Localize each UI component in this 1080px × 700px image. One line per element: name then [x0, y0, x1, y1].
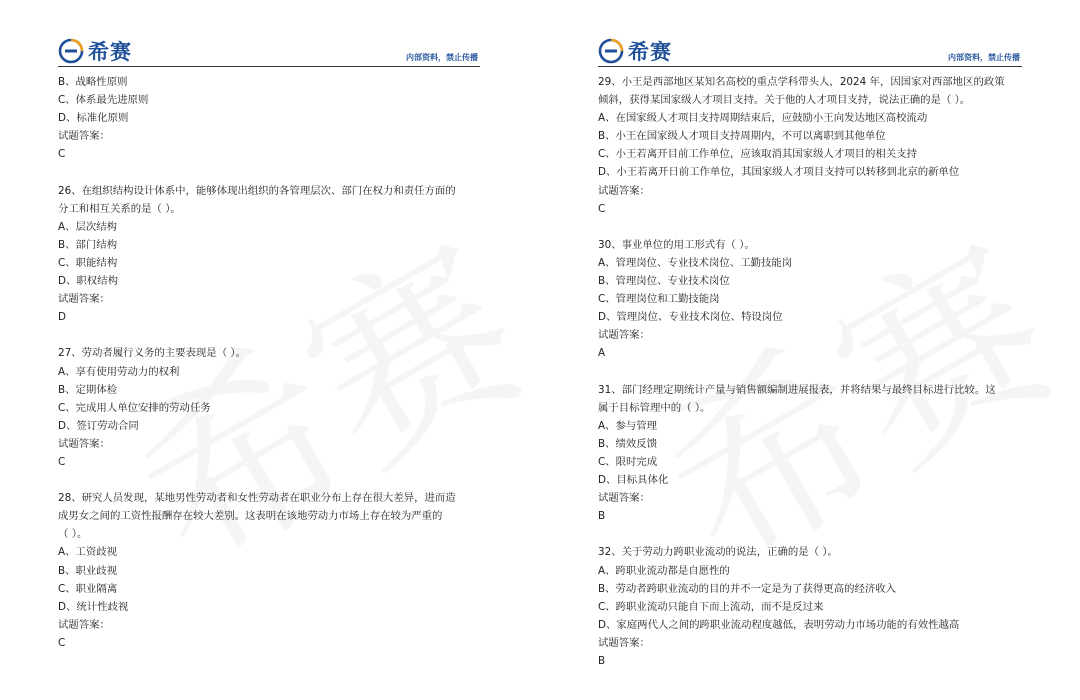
text-line: 分工和相互关系的是（ ）。 — [58, 202, 181, 215]
answer-option: C、管理岗位和工勤技能岗 — [598, 293, 720, 306]
answer-option: C、小王若离开目前工作单位，应该取消其国家级人才项目的相关支持 — [598, 148, 917, 161]
brand-name: 希赛 — [628, 40, 672, 64]
blank-line — [598, 525, 1034, 543]
answer-label: 试题答案： — [58, 618, 110, 631]
confidential-notice: 内部资料，禁止传播 — [948, 53, 1020, 62]
answer-option: A、参与管理 — [598, 419, 658, 432]
answer-value: B — [598, 510, 606, 523]
answer-value: C — [58, 148, 66, 161]
answer-option: A、享有使用劳动力的权利 — [58, 365, 180, 378]
text-line: 倾斜，获得某国家级人才项目支持。关于他的人才项目支持，说法正确的是（ ）。 — [598, 94, 971, 107]
right-page — [540, 0, 1080, 700]
answer-option: C、职业隔离 — [58, 582, 118, 595]
brand-name: 希赛 — [88, 40, 132, 64]
answer-label: 试题答案： — [598, 636, 650, 649]
answer-option: B、管理岗位、专业技术岗位 — [598, 275, 730, 288]
answer-option: D、标准化原则 — [58, 112, 129, 125]
brand-logo — [58, 38, 132, 64]
text-line: （ ）。 — [58, 528, 88, 541]
answer-option: C、体系最先进原则 — [58, 94, 149, 107]
question-stem: 27、劳动者履行义务的主要表现是（ ）。 — [58, 347, 246, 360]
answer-option: C、完成用人单位安排的劳动任务 — [58, 401, 211, 414]
answer-option: D、管理岗位、专业技术岗位、特设岗位 — [598, 311, 783, 324]
answer-value: B — [598, 655, 606, 667]
answer-option: B、职业歧视 — [58, 564, 118, 577]
question-stem: 31、部门经理定期统计产量与销售额编制进展报表，并将结果与最终目标进行比较。这 — [598, 383, 996, 396]
answer-label: 试题答案： — [598, 492, 650, 505]
brand-logo — [598, 38, 672, 64]
answer-option: D、签订劳动合同 — [58, 419, 139, 432]
question-stem: 26、在组织结构设计体系中，能够体现出组织的各管理层次、部门在权力和责任方面的 — [58, 184, 456, 197]
answer-option: A、在国家级人才项目支持周期结束后，应鼓励小王向发达地区高校流动 — [598, 112, 928, 125]
answer-option: D、目标具体化 — [598, 474, 669, 487]
blank-line — [598, 363, 1034, 381]
answer-option: A、跨职业流动都是自愿性的 — [598, 564, 730, 577]
text-line: 成男女之间的工资性报酬存在较大差别。这表明在该地劳动力市场上存在较为严重的 — [58, 510, 443, 523]
answer-option: A、管理岗位、专业技术岗位、工勤技能岗 — [598, 256, 793, 269]
answer-option: C、跨职业流动只能自下而上流动，而不是反过来 — [598, 600, 824, 613]
blank-line — [58, 471, 488, 489]
answer-option: C、职能结构 — [58, 256, 118, 269]
answer-option: B、小王在国家级人才项目支持周期内，不可以离职到其他单位 — [598, 130, 886, 143]
answer-option: A、层次结构 — [58, 220, 118, 233]
answer-value: C — [598, 202, 606, 215]
answer-label: 试题答案： — [58, 130, 110, 143]
question-stem: 32、关于劳动力跨职业流动的说法，正确的是（ ）。 — [598, 546, 838, 559]
answer-value: C — [58, 636, 66, 649]
answer-option: D、小王若离开日前工作单位，其国家级人才项目支持可以转移到北京的新单位 — [598, 166, 960, 179]
answer-option: B、绩效反馈 — [598, 437, 658, 450]
logo-icon — [58, 38, 84, 64]
question-stem: 28、研究人员发现，某地男性劳动者和女性劳动者在职业分布上存在很大差异，进而造 — [58, 492, 456, 505]
answer-label: 试题答案： — [598, 329, 650, 342]
answer-value: D — [58, 311, 67, 324]
text-line: 属于目标管理中的（ ）。 — [598, 401, 711, 414]
logo-icon — [598, 38, 624, 64]
answer-option: D、家庭两代人之间的跨职业流动程度越低，表明劳动力市场功能的有效性越高 — [598, 618, 960, 631]
answer-option: A、工资歧视 — [58, 546, 118, 559]
question-content — [58, 73, 488, 652]
page-header — [598, 38, 1022, 67]
answer-option: B、战略性原则 — [58, 76, 128, 88]
answer-value: A — [598, 347, 606, 360]
answer-option: B、劳动者跨职业流动的目的并不一定是为了获得更高的经济收入 — [598, 582, 897, 595]
question-stem: 30、事业单位的用工形式有（ ）。 — [598, 238, 755, 251]
blank-line — [598, 218, 1034, 236]
answer-option: B、定期体检 — [58, 383, 118, 396]
answer-option: D、统计性歧视 — [58, 600, 129, 613]
answer-value: C — [58, 455, 66, 468]
answer-option: B、部门结构 — [58, 238, 118, 251]
answer-label: 试题答案： — [598, 184, 650, 197]
answer-option: C、限时完成 — [598, 455, 658, 468]
page-header — [58, 38, 480, 67]
answer-label: 试题答案： — [58, 293, 110, 306]
question-content — [598, 73, 1034, 670]
blank-line — [58, 326, 488, 344]
question-stem: 29、小王是西部地区某知名高校的重点学科带头人，2024 年，因国家对西部地区的政策 — [598, 76, 1005, 88]
answer-label: 试题答案： — [58, 437, 110, 450]
answer-option: D、职权结构 — [58, 275, 118, 288]
blank-line — [58, 163, 488, 181]
confidential-notice: 内部资料，禁止传播 — [406, 53, 478, 62]
